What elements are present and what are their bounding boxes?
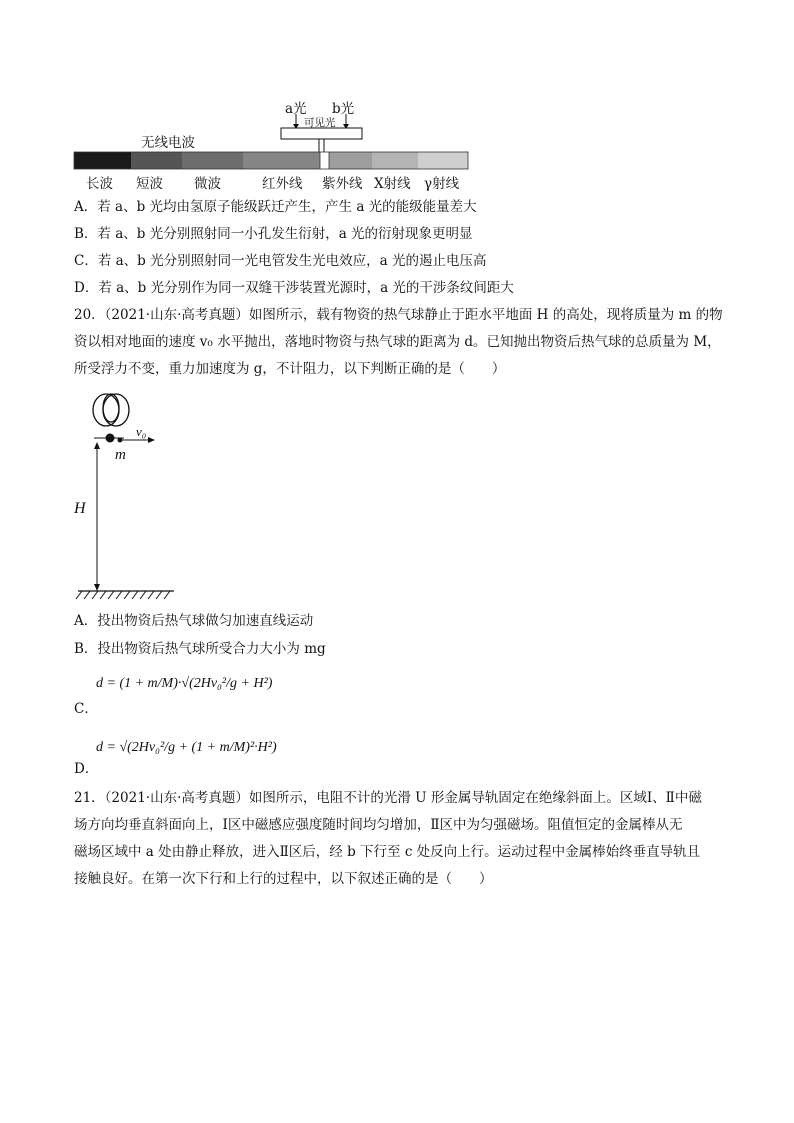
band-gamma bbox=[418, 152, 468, 169]
band-label-ir: 红外线 bbox=[262, 176, 303, 192]
q20-option-c-label: C． bbox=[74, 701, 98, 717]
band-label-x: X射线 bbox=[374, 176, 411, 192]
q20-option-b: B．投出物资后热气球所受合力大小为 mg bbox=[74, 641, 326, 657]
band-label-micro: 微波 bbox=[194, 176, 221, 192]
q21-stem-line4: 接触良好。在第一次下行和上行的过程中，以下叙述正确的是（ ） bbox=[74, 871, 493, 887]
band-label-long: 长波 bbox=[86, 176, 113, 192]
q20-option-d-formula: d = √(2Hv₀²/g + (1 + m/M)²·H²) bbox=[96, 740, 277, 755]
band-ir bbox=[243, 152, 320, 169]
spectrum-bar-svg bbox=[60, 108, 480, 173]
band-label-uv: 紫外线 bbox=[322, 176, 363, 192]
q21-stem-line2: 场方向均垂直斜面向上，Ⅰ区中磁感应强度随时间均匀增加，Ⅱ区中为匀强磁场。阻值恒定的金属棒从无 bbox=[74, 817, 683, 833]
q20-stem-line2: 资以相对地面的速度 v₀ 水平抛出，落地时物资与热气球的距离为 d。已知抛出物资后热气球的总质量为 M， bbox=[74, 334, 721, 350]
v0-label: v₀ bbox=[136, 424, 147, 439]
visible-light-label: 可见光 bbox=[304, 117, 336, 129]
q20-stem-line3: 所受浮力不变，重力加速度为 g，不计阻力，以下判断正确的是（ ） bbox=[74, 361, 506, 377]
band-micro bbox=[182, 152, 243, 169]
q20-option-c-formula: d = (1 + m/M)·√(2Hv₀²/g + H²) bbox=[96, 676, 273, 691]
mass-m-label: m bbox=[115, 447, 126, 463]
band-uv bbox=[329, 152, 372, 169]
band-label-gamma: γ射线 bbox=[424, 176, 460, 192]
band-long bbox=[74, 152, 131, 169]
b-light-label: b光 bbox=[332, 101, 355, 117]
q19-option-b: B．若 a、b 光分别照射同一小孔发生衍射，a 光的衍射现象更明显 bbox=[74, 226, 473, 242]
q19-option-d: D．若 a、b 光分别作为同一双缝干涉装置光源时，a 光的干涉条纹间距大 bbox=[74, 280, 514, 296]
radio-wave-label: 无线电波 bbox=[141, 135, 195, 151]
band-label-short: 短波 bbox=[136, 176, 163, 192]
q20-option-a: A．投出物资后热气球做匀加速直线运动 bbox=[74, 613, 314, 629]
q20-option-d-label: D． bbox=[74, 761, 99, 777]
q21-stem-line1: 21．（2021·山东·高考真题）如图所示，电阻不计的光滑 U 形金属导轨固定在绝缘斜面上。区域Ⅰ、Ⅱ中磁 bbox=[74, 790, 702, 806]
q19-option-c: C．若 a、b 光分别照射同一光电管发生光电效应，a 光的遏止电压高 bbox=[74, 253, 487, 269]
a-light-label: a光 bbox=[285, 101, 307, 117]
band-x bbox=[372, 152, 418, 169]
q20-stem-line1: 20．（2021·山东·高考真题）如图所示，载有物资的热气球静止于距水平地面 H 的高处，现将质量为 m 的物 bbox=[74, 307, 723, 323]
band-short bbox=[131, 152, 182, 169]
height-h-label: H bbox=[74, 500, 86, 517]
balloon-figure bbox=[70, 392, 180, 607]
q21-stem-line3: 磁场区域中 a 处由静止释放，进入Ⅱ区后，经 b 下行至 c 处反向上行。运动过程中金属棒始终垂直导轨且 bbox=[74, 844, 701, 860]
q19-option-a: A．若 a、b 光均由氢原子能级跃迁产生，产生 a 光的能级能量差大 bbox=[74, 199, 477, 215]
